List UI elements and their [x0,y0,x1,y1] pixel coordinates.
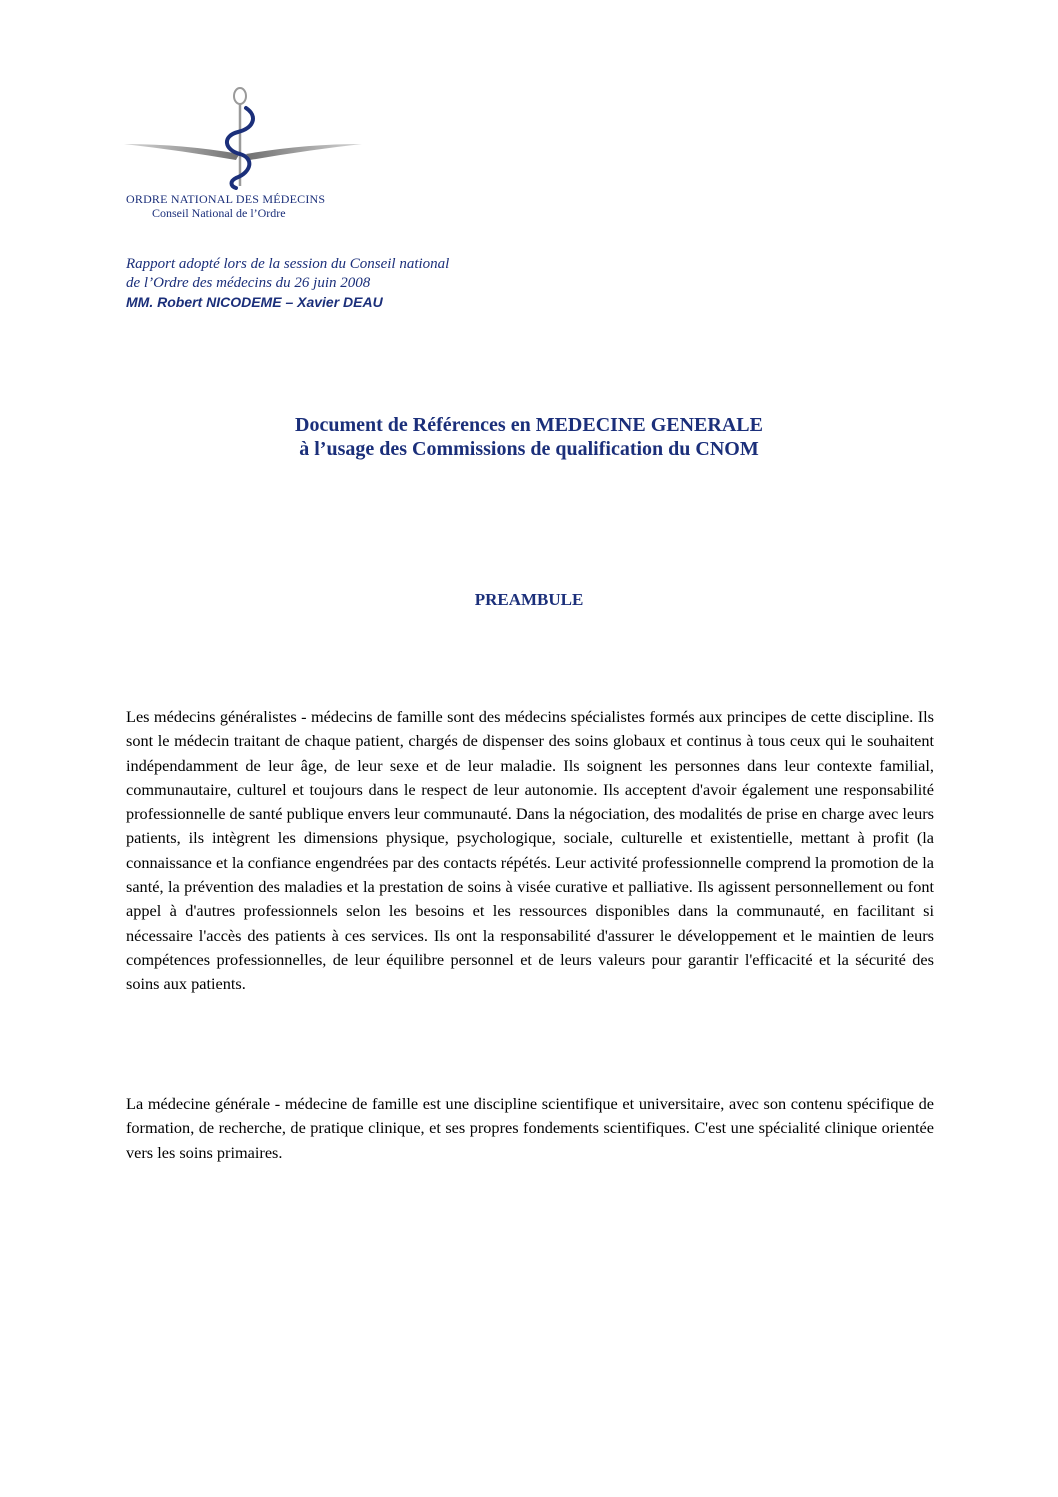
logo-line-order: ORDRE NATIONAL DES MÉDECINS [126,192,326,206]
document-title [0,413,1058,461]
logo-line-council: Conseil National de l’Ordre [152,206,286,220]
report-info [126,255,449,312]
paragraph: Les médecins généralistes - médecins de famille sont des médecins spécialistes formés aux principes de cette discipline. Ils sont le médecin traitant de chaque patient, chargés de dispenser des soins globaux et continus à tous ceux qui le souhaitent indépendamment de leur âge, de leur sexe et de leur maladie. Ils soignent les personnes dans leur contexte familial, communautaire, culturel et toujours dans le respect de leur autonomie. Ils acceptent d'avoir également une responsabilité professionnelle de santé publique envers leur communauté. Dans la négociation, des modalités de prise en charge avec leurs patients, ils intègrent les dimensions physique, psychologique, sociale, culturelle et existentielle, mettant à profit (la connaissance et la confiance engendrées par des contacts répétés. Leur activité professionnelle comprend la promotion de la santé, la prévention des maladies et la prestation de soins à visée curative et palliative. Ils agissent personnellement ou font appel à d'autres professionnels selon les besoins et les ressources disponibles dans la communauté, en facilitant si nécessaire l'accès des patients à ces services. Ils ont la responsabilité d'assurer le développement et le maintien de leurs compétences professionnelles, de leur équilibre personnel et de leurs valeurs pour garantir l'efficacité et la sécurité des soins aux patients. [126,707,934,994]
report-line-1: Rapport adopté lors de la session du Conseil national [126,256,450,272]
title-line-2: à l’usage des Commissions de qualification du CNOM [299,438,759,460]
caduceus-icon [118,82,368,190]
report-line-2: de l’Ordre des médecins du 26 juin 2008 [126,275,371,291]
cnom-logo [118,82,368,222]
report-authors: MM. Robert NICODEME – Xavier DEAU [126,294,383,310]
paragraph: La médecine générale - médecine de famille est une discipline scientifique et universitaire, avec son contenu spécifique de formation, de recherche, de pratique clinique, et ses propres fondements scientifiques. C'est une spécialité clinique orientée vers les soins primaires. [126,1094,934,1162]
title-line-1: Document de Références en MEDECINE GENERALE [295,414,763,436]
section-heading: PREAMBULE [474,590,584,609]
